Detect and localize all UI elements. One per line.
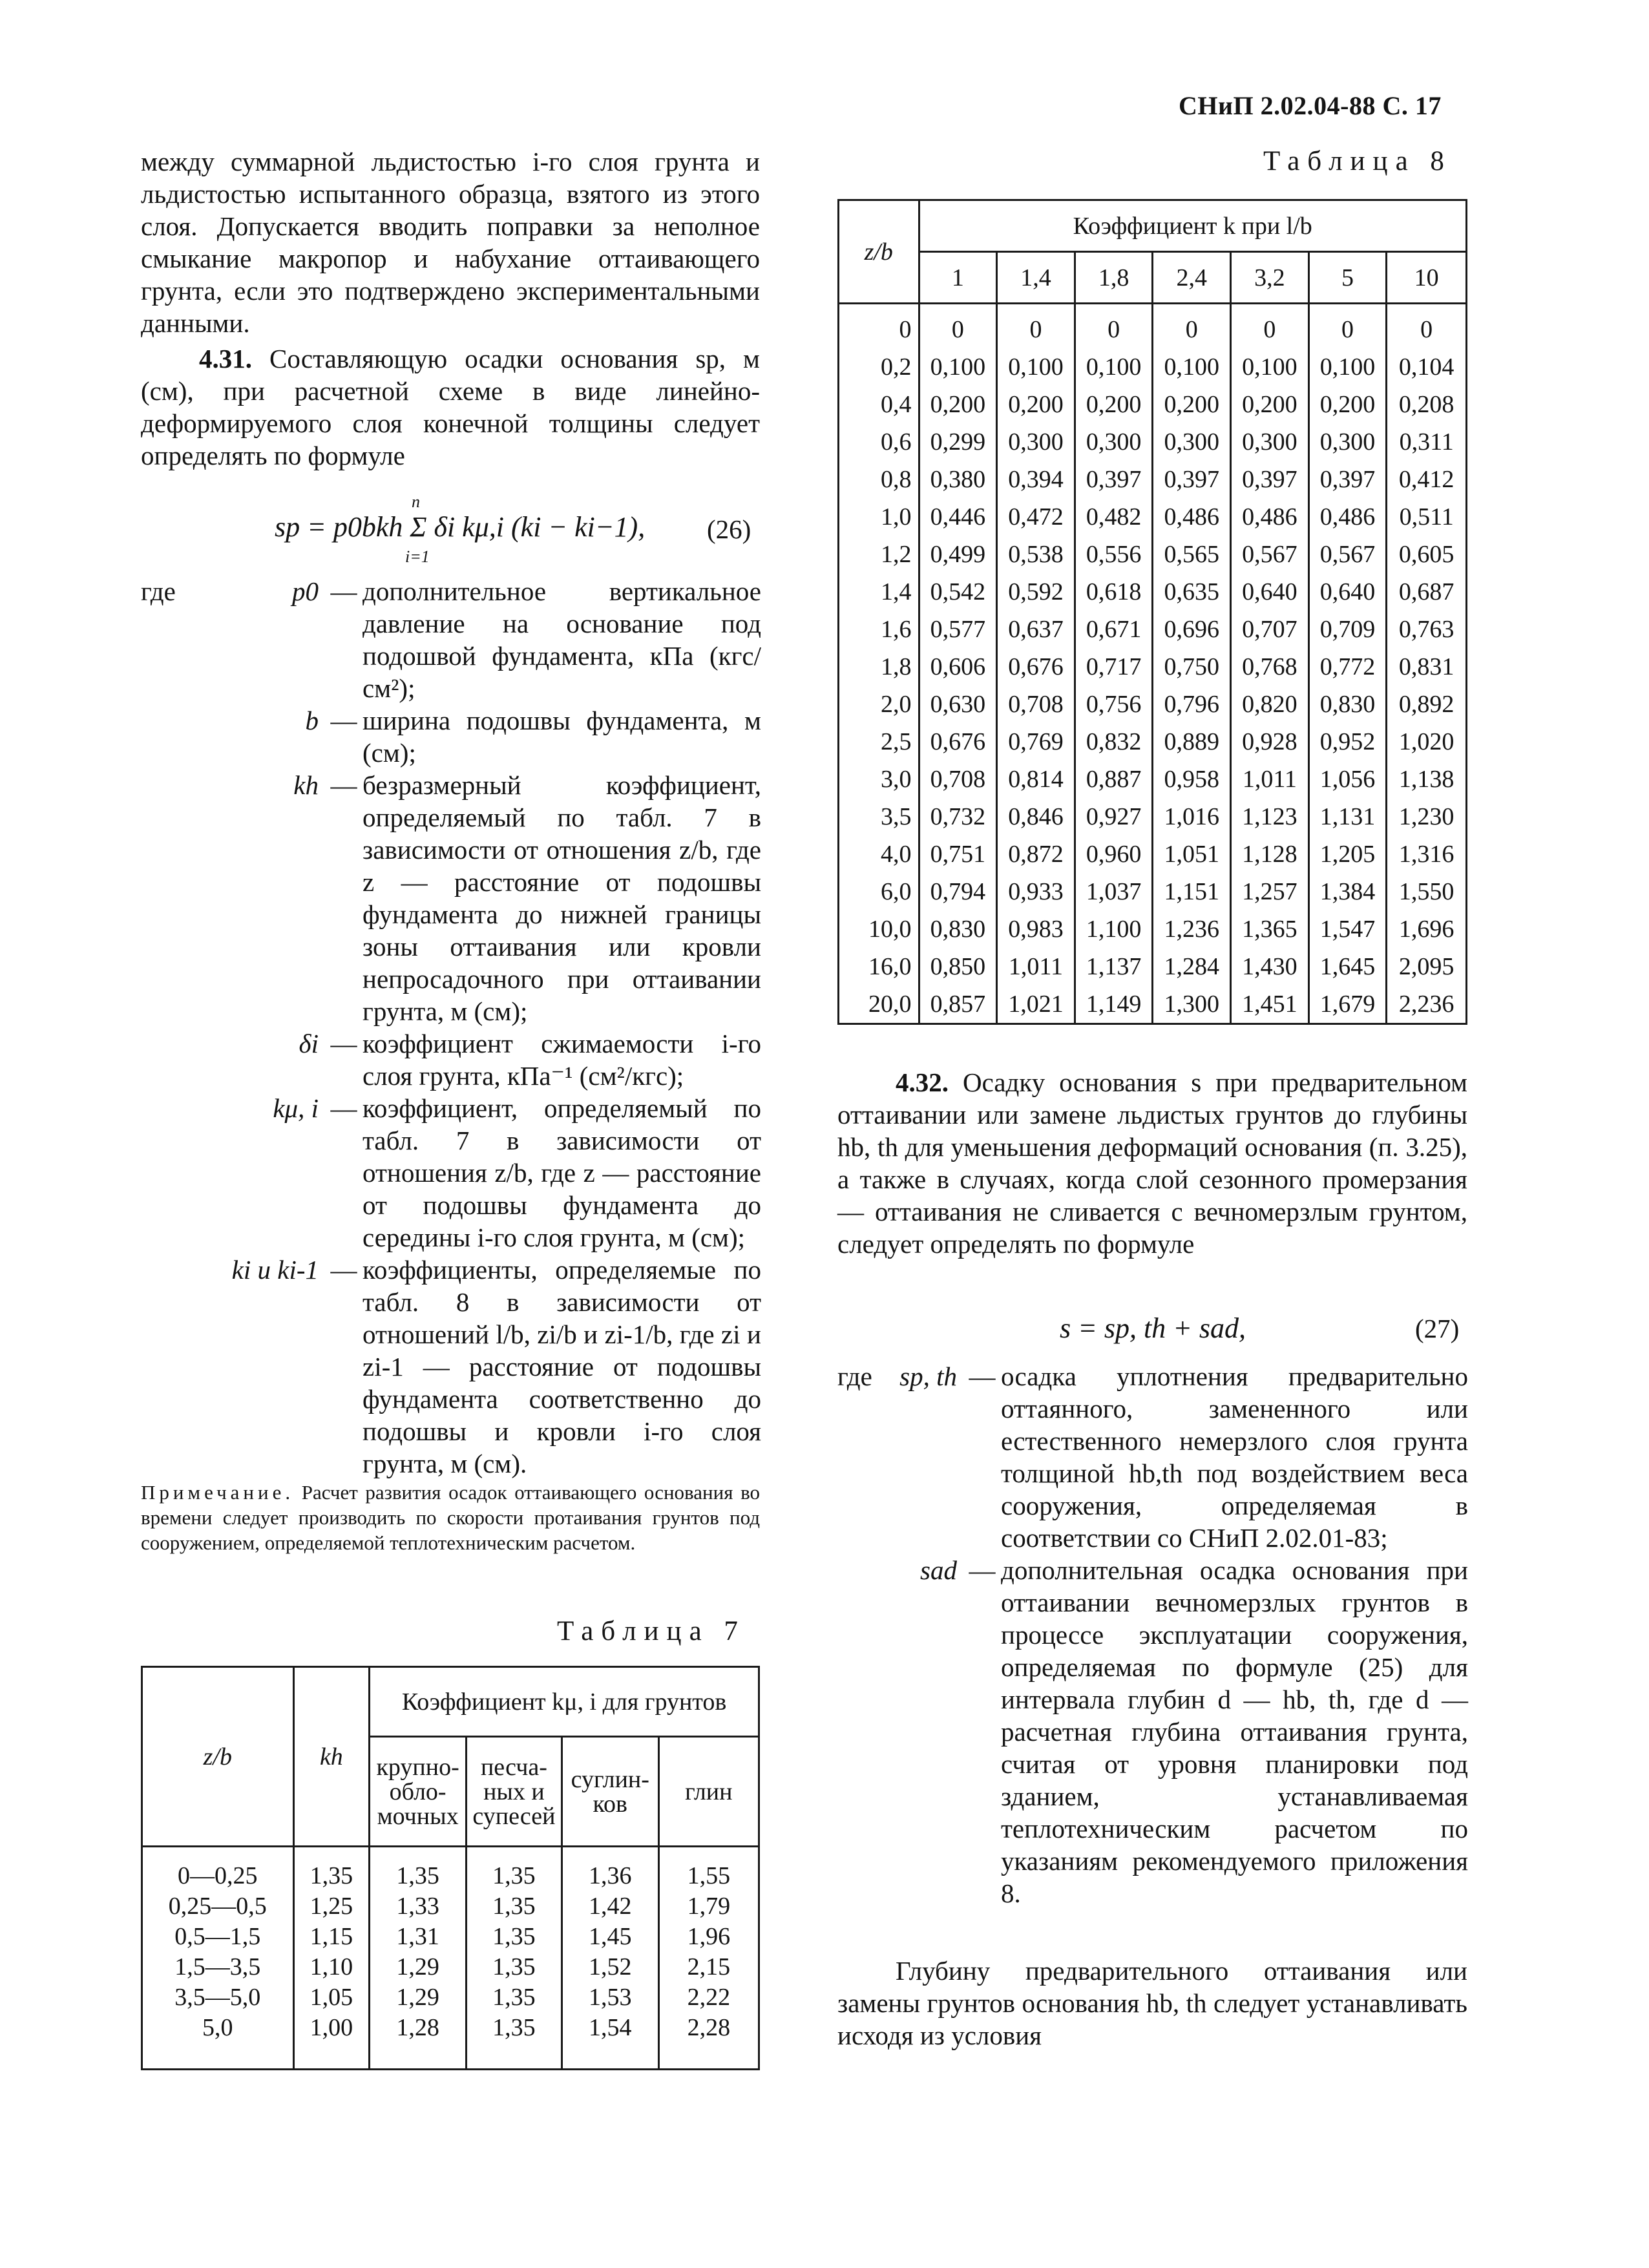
note-text: Расчет развития осадок оттаивающего основания во времени следует производить по скорости протаивания грунтов под сооружением, определяемой теплотехническим расчетом.: [141, 1481, 761, 1554]
table-7-body: [142, 1847, 759, 2070]
definition-symbol: kμ, i: [273, 1093, 319, 1123]
value-cell: 0,200: [997, 386, 1075, 423]
value-cell: 0,100: [1075, 348, 1153, 386]
value-cell: 0,394: [997, 461, 1075, 498]
value-cell: 1,25: [293, 1891, 370, 1921]
note: [141, 1480, 760, 1555]
value-cell: 1,284: [1153, 948, 1231, 985]
definition-text: коэффициент сжимаемости i-го слоя грунта, кПа⁻¹ (см²/кгс);: [362, 1029, 761, 1091]
definition-symbol: sad: [920, 1555, 957, 1585]
value-cell: 1,10: [293, 1951, 370, 1982]
header-col: 10: [1387, 252, 1467, 304]
value-cell: 1,011: [997, 948, 1075, 985]
definition-ki: ki и ki-1 — коэффициенты, определяемые по табл. 8 в зависимости от отношений l/b, zi/b и zi-1/b, где zi и zi-1 — расстояние от подошвы фундамента соответственно до подошвы и кровли i-го слоя грунта, м (см).: [141, 1254, 761, 1480]
table-8-row: [839, 873, 1467, 910]
table-8-row: [839, 573, 1467, 611]
formula-26: [275, 510, 645, 543]
definition-text: коэффициенты, определяемые по табл. 8 в зависимости от отношений l/b, zi/b и zi-1/b, где zi и zi-1 — расстояние от подошвы фундамента соответственно до подошвы и кровли i-го слоя грунта, м (см).: [362, 1255, 761, 1478]
sum-upper-limit: n: [412, 492, 420, 511]
row-label-cell: 1,4: [839, 573, 919, 611]
value-cell: 0,300: [1075, 423, 1153, 461]
definition-sp-th: где sp, th — осадка уплотнения предварительно оттаянного, замененного или естественного немерзлого слоя грунта толщиной hb,th под воздействием веса сооружения, определяемая в соответствии со СНиП 2.02.01-83;: [837, 1361, 1468, 1553]
value-cell: 2,236: [1387, 985, 1467, 1024]
value-cell: 0,892: [1387, 686, 1467, 723]
value-cell: 0,200: [1153, 386, 1231, 423]
value-cell: 0,618: [1075, 573, 1153, 611]
value-cell: 1,28: [370, 2012, 467, 2070]
table-7-row: [142, 1951, 759, 1982]
final-paragraph: [837, 1955, 1467, 2052]
value-cell: 0,300: [1308, 423, 1387, 461]
table-7-label: Таблица 7: [557, 1616, 746, 1646]
section-4-32: [837, 1066, 1467, 1260]
value-cell: 0,850: [919, 948, 997, 985]
header-zb: z/b: [142, 1667, 294, 1847]
table-8-row: [839, 761, 1467, 798]
section-text: Осадку основания s при предварительном оттаивании или замене льдистых грунтов до глубины hb, th для уменьшения деформаций основания (п. 3.25), а также в случаях, когда слой сезонного промерзания — оттаивания не сливается с вечномерзлым грунтом, следует определять по формуле: [837, 1067, 1467, 1259]
value-cell: 1,430: [1231, 948, 1309, 985]
value-cell: 0: [997, 304, 1075, 349]
value-cell: 0,200: [919, 386, 997, 423]
header-col: 5: [1308, 252, 1387, 304]
value-cell: 1,35: [467, 1921, 562, 1951]
definition-text: дополнительная осадка основания при оттаивании вечномерзлых грунтов в процессе эксплуатации сооружения, определяемая по формуле (25) для интервала глубин d — hb, th, где d — расчетная глубина оттаивания грунта, считая от уровня планировки под зданием, устанавливаемая теплотехническим расчетом по указаниям рекомендуемого приложения 8.: [1001, 1555, 1468, 1908]
value-cell: 1,31: [370, 1921, 467, 1951]
value-cell: 0,446: [919, 498, 997, 536]
definition-text: безразмерный коэффициент, определяемый по табл. 7 в зависимости от отношения z/b, где z — расстояние от подошвы фундамента до нижней границы зоны оттаивания или кровли непросадочного при оттаивании грунта, м (см);: [362, 770, 761, 1026]
value-cell: 1,33: [370, 1891, 467, 1921]
value-cell: 0,696: [1153, 611, 1231, 648]
value-cell: 0,100: [1153, 348, 1231, 386]
value-cell: 0,100: [997, 348, 1075, 386]
value-cell: 0,567: [1308, 536, 1387, 573]
value-cell: 1,53: [562, 1982, 658, 2012]
value-cell: 0,300: [997, 423, 1075, 461]
formula-text: sp = p0bkh Σ δi kμ,i (ki − ki−1),: [275, 511, 646, 543]
value-cell: 0,928: [1231, 723, 1309, 761]
value-cell: 0,676: [997, 648, 1075, 686]
value-cell: 0,104: [1387, 348, 1467, 386]
value-cell: 0,472: [997, 498, 1075, 536]
definition-text: коэффициент, определяемый по табл. 7 в зависимости от отношения z/b, где z — расстояние от подошвы фундамента до середины i-го слоя грунта, м (см);: [362, 1093, 761, 1252]
value-cell: 0,635: [1153, 573, 1231, 611]
value-cell: 0,772: [1308, 648, 1387, 686]
table-8-row: [839, 461, 1467, 498]
definition-kmu: kμ, i — коэффициент, определяемый по табл. 7 в зависимости от отношения z/b, где z — расстояние от подошвы фундамента до середины i-го слоя грунта, м (см);: [141, 1092, 761, 1254]
value-cell: 0,769: [997, 723, 1075, 761]
value-cell: 0,200: [1308, 386, 1387, 423]
value-cell: 1,15: [293, 1921, 370, 1951]
table-8-row: [839, 723, 1467, 761]
row-label-cell: 16,0: [839, 948, 919, 985]
value-cell: 0,960: [1075, 835, 1153, 873]
definition-symbol: δi: [299, 1029, 319, 1058]
value-cell: 1,236: [1153, 910, 1231, 948]
row-label-cell: 0,25—0,5: [142, 1891, 294, 1921]
value-cell: 1,300: [1153, 985, 1231, 1024]
value-cell: 0,499: [919, 536, 997, 573]
value-cell: 1,131: [1308, 798, 1387, 835]
definition-symbol: kh: [293, 770, 319, 800]
value-cell: 0,486: [1231, 498, 1309, 536]
value-cell: 0,100: [1231, 348, 1309, 386]
definition-sad: sad — дополнительная осадка основания при оттаивании вечномерзлых грунтов в процессе эксплуатации сооружения, определяемая по формуле (25) для интервала глубин d — hb, th, где d — расчетная глубина оттаивания грунта, считая от уровня планировки под зданием, устанавливаемая теплотехническим расчетом по указаниям рекомендуемого приложения 8.: [837, 1554, 1468, 1909]
row-label-cell: 1,8: [839, 648, 919, 686]
table-8-row: [839, 985, 1467, 1024]
value-cell: 1,257: [1231, 873, 1309, 910]
value-cell: 1,016: [1153, 798, 1231, 835]
value-cell: 1,316: [1387, 835, 1467, 873]
value-cell: 0,846: [997, 798, 1075, 835]
definition-symbol: p0: [292, 576, 319, 606]
table-8-label: Таблица 8: [1263, 146, 1452, 176]
header-col: крупно-обло-мочных: [370, 1737, 467, 1847]
value-cell: 1,011: [1231, 761, 1309, 798]
value-cell: 1,550: [1387, 873, 1467, 910]
value-cell: 1,36: [562, 1847, 658, 1891]
table-8-row: [839, 686, 1467, 723]
value-cell: 1,96: [658, 1921, 759, 1951]
table-8: [837, 199, 1467, 1025]
row-label-cell: 2,0: [839, 686, 919, 723]
row-label-cell: 20,0: [839, 985, 919, 1024]
header-col: 1,8: [1075, 252, 1153, 304]
section-number: 4.31.: [199, 344, 252, 373]
value-cell: 0,763: [1387, 611, 1467, 648]
row-label-cell: 0,8: [839, 461, 919, 498]
value-cell: 0,486: [1308, 498, 1387, 536]
value-cell: 0,750: [1153, 648, 1231, 686]
paragraph-text: между суммарной льдистостью i-го слоя грунта и льдистостью испытанного образца, взятого из этого слоя. Допускается вводить поправки за неполное смыкание макропор и набухание оттаивающего грунта, если это подтверждено экспериментальными данными.: [141, 147, 760, 338]
value-cell: 0: [919, 304, 997, 349]
value-cell: 0,927: [1075, 798, 1153, 835]
sum-lower-limit: i=1: [405, 547, 430, 566]
value-cell: 0: [1153, 304, 1231, 349]
value-cell: 0,300: [1153, 423, 1231, 461]
value-cell: 1,05: [293, 1982, 370, 2012]
value-cell: 1,55: [658, 1847, 759, 1891]
value-cell: 0,538: [997, 536, 1075, 573]
row-label-cell: 3,0: [839, 761, 919, 798]
table-8-row: [839, 910, 1467, 948]
value-cell: 0,732: [919, 798, 997, 835]
table-8-body: [839, 304, 1467, 1024]
value-cell: 0,542: [919, 573, 997, 611]
value-cell: 0,208: [1387, 386, 1467, 423]
definition-b: b — ширина подошвы фундамента, м (см);: [141, 704, 761, 769]
value-cell: 0: [1308, 304, 1387, 349]
value-cell: 0,556: [1075, 536, 1153, 573]
value-cell: 1,151: [1153, 873, 1231, 910]
value-cell: 0,709: [1308, 611, 1387, 648]
value-cell: 0,486: [1153, 498, 1231, 536]
definitions-list-left: [141, 575, 761, 1480]
value-cell: 1,54: [562, 2012, 658, 2070]
value-cell: 1,365: [1231, 910, 1309, 948]
value-cell: 0,889: [1153, 723, 1231, 761]
row-label-cell: 3,5—5,0: [142, 1982, 294, 2012]
value-cell: 0,814: [997, 761, 1075, 798]
value-cell: 1,128: [1231, 835, 1309, 873]
definition-symbol: b: [305, 706, 319, 735]
row-label-cell: 1,0: [839, 498, 919, 536]
definition-symbol: ki и ki-1: [231, 1255, 319, 1285]
value-cell: 0,482: [1075, 498, 1153, 536]
row-label-cell: 0,6: [839, 423, 919, 461]
equation-number-26: (26): [707, 514, 751, 544]
table-8-row: [839, 536, 1467, 573]
value-cell: 0,412: [1387, 461, 1467, 498]
row-label-cell: 1,5—3,5: [142, 1951, 294, 1982]
value-cell: 0,983: [997, 910, 1075, 948]
where-word: где: [141, 576, 176, 606]
value-cell: 2,28: [658, 2012, 759, 2070]
equation-number-27: (27): [1415, 1314, 1460, 1343]
value-cell: 1,35: [370, 1847, 467, 1891]
where-word: где: [837, 1361, 872, 1391]
value-cell: 0,200: [1231, 386, 1309, 423]
value-cell: 2,15: [658, 1951, 759, 1982]
value-cell: 0,380: [919, 461, 997, 498]
value-cell: 1,021: [997, 985, 1075, 1024]
paragraph-text: Глубину предварительного оттаивания или замены грунтов основания hb, th следует устанавливать исходя из условия: [837, 1956, 1467, 2050]
table-8-row: [839, 498, 1467, 536]
value-cell: 0,687: [1387, 573, 1467, 611]
value-cell: 0,299: [919, 423, 997, 461]
definition-delta: δi — коэффициент сжимаемости i-го слоя грунта, кПа⁻¹ (см²/кгс);: [141, 1027, 761, 1092]
table-8-row: [839, 348, 1467, 386]
value-cell: 1,100: [1075, 910, 1153, 948]
note-label: Примечание.: [141, 1481, 295, 1504]
value-cell: 0,671: [1075, 611, 1153, 648]
value-cell: 1,35: [467, 1891, 562, 1921]
definition-text: осадка уплотнения предварительно оттаянного, замененного или естественного немерзлого слоя грунта толщиной hb,th под воздействием веса сооружения, определяемая в соответствии со СНиП 2.02.01-83;: [1001, 1361, 1468, 1553]
value-cell: 1,138: [1387, 761, 1467, 798]
value-cell: 0,605: [1387, 536, 1467, 573]
table-8-row: [839, 948, 1467, 985]
value-cell: 1,42: [562, 1891, 658, 1921]
value-cell: 0,200: [1075, 386, 1153, 423]
header-group: Коэффициент k при l/b: [919, 200, 1467, 252]
value-cell: 2,22: [658, 1982, 759, 2012]
header-col: глин: [658, 1737, 759, 1847]
value-cell: 0,300: [1231, 423, 1309, 461]
table-8-row: [839, 611, 1467, 648]
definition-kh: kh — безразмерный коэффициент, определяемый по табл. 7 в зависимости от отношения z/b, где z — расстояние от подошвы фундамента до нижней границы зоны оттаивания или кровли непросадочного при оттаивании грунта, м (см);: [141, 769, 761, 1027]
value-cell: 0,857: [919, 985, 997, 1024]
value-cell: 0,637: [997, 611, 1075, 648]
row-label-cell: 4,0: [839, 835, 919, 873]
value-cell: 0,872: [997, 835, 1075, 873]
value-cell: 0,707: [1231, 611, 1309, 648]
row-label-cell: 10,0: [839, 910, 919, 948]
row-label-cell: 6,0: [839, 873, 919, 910]
value-cell: 0,820: [1231, 686, 1309, 723]
table-7-row: [142, 1921, 759, 1951]
value-cell: 0,958: [1153, 761, 1231, 798]
value-cell: 1,00: [293, 2012, 370, 2070]
value-cell: 1,645: [1308, 948, 1387, 985]
value-cell: 1,384: [1308, 873, 1387, 910]
definition-p0: где p0 — дополнительное вертикальное давление на основание под подошвой фундамента, кПа (кгс/см²);: [141, 576, 761, 703]
value-cell: 1,35: [467, 2012, 562, 2070]
value-cell: 0,768: [1231, 648, 1309, 686]
definition-text: ширина подошвы фундамента, м (см);: [362, 706, 761, 768]
value-cell: 0,676: [919, 723, 997, 761]
header-col: 3,2: [1231, 252, 1309, 304]
header-col: 1,4: [997, 252, 1075, 304]
header-col: песча-ных и супесей: [467, 1737, 562, 1847]
value-cell: 0,640: [1308, 573, 1387, 611]
value-cell: 0,887: [1075, 761, 1153, 798]
value-cell: 1,696: [1387, 910, 1467, 948]
value-cell: 0,708: [919, 761, 997, 798]
value-cell: 0,511: [1387, 498, 1467, 536]
value-cell: 0,933: [997, 873, 1075, 910]
value-cell: 1,123: [1231, 798, 1309, 835]
value-cell: 0,630: [919, 686, 997, 723]
value-cell: 1,29: [370, 1982, 467, 2012]
page-header-ref: СНиП 2.02.04-88 С. 17: [1179, 91, 1442, 120]
row-label-cell: 1,6: [839, 611, 919, 648]
section-4-31: [141, 342, 760, 472]
row-label-cell: 2,5: [839, 723, 919, 761]
left-paragraph-1: [141, 145, 760, 339]
table-8-row: [839, 304, 1467, 349]
value-cell: 0,830: [919, 910, 997, 948]
value-cell: 0,100: [1308, 348, 1387, 386]
table-8-row: [839, 423, 1467, 461]
value-cell: 0,708: [997, 686, 1075, 723]
table-7: [141, 1666, 760, 2070]
value-cell: 0,832: [1075, 723, 1153, 761]
header-col: суглин-ков: [562, 1737, 658, 1847]
value-cell: 0,717: [1075, 648, 1153, 686]
row-label-cell: 0,4: [839, 386, 919, 423]
row-label-cell: 0: [839, 304, 919, 349]
value-cell: 1,35: [467, 1982, 562, 2012]
table-7-row: [142, 1847, 759, 1891]
value-cell: 0,397: [1075, 461, 1153, 498]
value-cell: 1,451: [1231, 985, 1309, 1024]
value-cell: 0,567: [1231, 536, 1309, 573]
table-7-row: [142, 2012, 759, 2070]
value-cell: 0,952: [1308, 723, 1387, 761]
value-cell: 1,29: [370, 1951, 467, 1982]
value-cell: 0,592: [997, 573, 1075, 611]
value-cell: 0,796: [1153, 686, 1231, 723]
value-cell: 1,137: [1075, 948, 1153, 985]
value-cell: 1,35: [467, 1951, 562, 1982]
section-number: 4.32.: [896, 1067, 949, 1097]
value-cell: 0,565: [1153, 536, 1231, 573]
value-cell: 1,037: [1075, 873, 1153, 910]
value-cell: 1,35: [293, 1847, 370, 1891]
value-cell: 0,640: [1231, 573, 1309, 611]
section-text: Составляющую осадки основания sp, м (см), при расчетной схеме в виде линейно-деформируемого слоя конечной толщины следует определять по формуле: [141, 344, 760, 470]
value-cell: 1,149: [1075, 985, 1153, 1024]
table-7-row: [142, 1982, 759, 2012]
table-8-row: [839, 386, 1467, 423]
value-cell: 1,547: [1308, 910, 1387, 948]
value-cell: 0,397: [1153, 461, 1231, 498]
row-label-cell: 3,5: [839, 798, 919, 835]
value-cell: 1,020: [1387, 723, 1467, 761]
definition-text: дополнительное вертикальное давление на основание под подошвой фундамента, кПа (кгс/см²);: [362, 576, 761, 703]
value-cell: 1,35: [467, 1847, 562, 1891]
value-cell: 0,606: [919, 648, 997, 686]
row-label-cell: 5,0: [142, 2012, 294, 2070]
row-label-cell: 0,2: [839, 348, 919, 386]
header-col: 2,4: [1153, 252, 1231, 304]
value-cell: 0: [1231, 304, 1309, 349]
row-label-cell: 1,2: [839, 536, 919, 573]
value-cell: 0,756: [1075, 686, 1153, 723]
row-label-cell: 0,5—1,5: [142, 1921, 294, 1951]
value-cell: 0,397: [1308, 461, 1387, 498]
header-kh: kh: [293, 1667, 370, 1847]
header-col: 1: [919, 252, 997, 304]
value-cell: 0,397: [1231, 461, 1309, 498]
value-cell: 0,831: [1387, 648, 1467, 686]
value-cell: 0,830: [1308, 686, 1387, 723]
definition-symbol: sp, th: [899, 1361, 957, 1391]
formula-27: s = sp, th + sad,: [1060, 1312, 1246, 1344]
value-cell: 0: [1387, 304, 1467, 349]
table-7-row: [142, 1891, 759, 1921]
value-cell: 0,577: [919, 611, 997, 648]
value-cell: 1,056: [1308, 761, 1387, 798]
header-group: Коэффициент kμ, i для грунтов: [370, 1667, 759, 1737]
value-cell: 1,79: [658, 1891, 759, 1921]
value-cell: 1,230: [1387, 798, 1467, 835]
row-label-cell: 0—0,25: [142, 1847, 294, 1891]
value-cell: 2,095: [1387, 948, 1467, 985]
value-cell: 1,679: [1308, 985, 1387, 1024]
value-cell: 0,794: [919, 873, 997, 910]
value-cell: 1,52: [562, 1951, 658, 1982]
value-cell: 0,751: [919, 835, 997, 873]
value-cell: 1,45: [562, 1921, 658, 1951]
value-cell: 0,311: [1387, 423, 1467, 461]
table-8-row: [839, 835, 1467, 873]
value-cell: 1,051: [1153, 835, 1231, 873]
table-8-row: [839, 648, 1467, 686]
value-cell: 0: [1075, 304, 1153, 349]
definitions-list-right: [837, 1360, 1468, 1909]
table-8-row: [839, 798, 1467, 835]
value-cell: 1,205: [1308, 835, 1387, 873]
header-zb: z/b: [839, 200, 919, 304]
value-cell: 0,100: [919, 348, 997, 386]
